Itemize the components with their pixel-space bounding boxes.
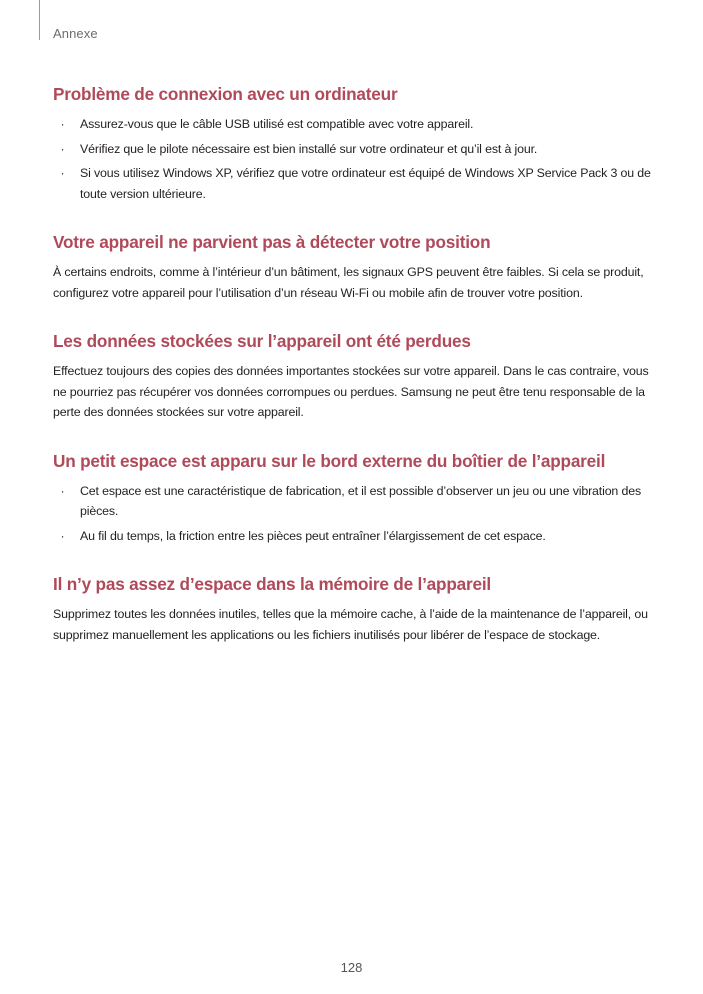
bullet-list [53, 481, 653, 547]
section-data-lost [53, 330, 653, 423]
bullet-icon: · [60, 117, 65, 131]
section-location-detection [53, 231, 653, 303]
list-item [53, 114, 653, 135]
section-title: Votre appareil ne parvient pas à détecter votre position [53, 232, 491, 252]
section-paragraph: Supprimez toutes les données inutiles, telles que la mémoire cache, à l’aide de la maintenance de l’appareil, ou supprimez manuellement les applications ou les fichiers inutilisés pour libérer de l’espace de stockage. [53, 607, 648, 642]
bullet-icon: · [60, 166, 65, 180]
list-item [53, 481, 653, 522]
list-item-text: Au fil du temps, la friction entre les pièces peut entraîner l’élargissement de cet espace. [80, 528, 546, 543]
section-title: Il n’y pas assez d’espace dans la mémoire de l’appareil [53, 574, 491, 594]
list-item [53, 139, 653, 160]
list-item-text: Vérifiez que le pilote nécessaire est bien installé sur votre ordinateur et qu’il est à jour. [80, 141, 538, 156]
header-rule [39, 0, 40, 40]
section-computer-connection [53, 83, 653, 204]
running-head: Annexe [53, 26, 98, 41]
section-title: Un petit espace est apparu sur le bord externe du boîtier de l’appareil [53, 450, 606, 471]
section-paragraph: À certains endroits, comme à l’intérieur d’un bâtiment, les signaux GPS peuvent être faibles. Si cela se produit, configurez votre appareil pour l’utilisation d’un réseau Wi-Fi ou mobile afin de trouver votre position. [53, 265, 644, 300]
list-item-text: Si vous utilisez Windows XP, vérifiez que votre ordinateur est équipé de Windows XP Service Pack 3 ou de toute version ultérieure. [80, 166, 651, 201]
bullet-icon: · [60, 528, 65, 543]
section-paragraph: Effectuez toujours des copies des données importantes stockées sur votre appareil. Dans le cas contraire, vous ne pourriez pas récupérer vos données corrompues ou perdues. Samsung ne peut être tenu responsable de la perte des données stockées sur votre appareil. [53, 364, 649, 419]
section-title: Les données stockées sur l’appareil ont été perdues [53, 331, 471, 351]
list-item-text: Cet espace est une caractéristique de fabrication, et il est possible d’observer un jeu ou une vibration des pièces. [80, 483, 641, 518]
page-number: 128 [340, 960, 363, 975]
section-title: Problème de connexion avec un ordinateur [53, 84, 398, 104]
list-item-text: Assurez-vous que le câble USB utilisé est compatible avec votre appareil. [80, 117, 474, 131]
bullet-icon: · [60, 483, 65, 498]
page-content [53, 83, 653, 672]
bullet-list [53, 114, 653, 204]
section-case-gap [53, 450, 653, 547]
section-storage-space [53, 573, 653, 645]
list-item [53, 163, 653, 204]
list-item [53, 526, 653, 547]
bullet-icon: · [60, 141, 65, 156]
